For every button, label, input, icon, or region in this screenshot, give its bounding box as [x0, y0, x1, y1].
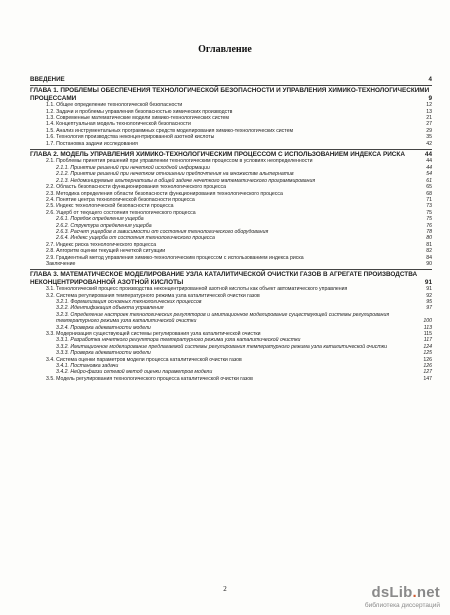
- toc-entry-text: 3.1. Технологический процесс производства неконцентрированной азотной кислоты как объект автоматического управления: [46, 286, 348, 293]
- toc-entry: [30, 312, 432, 325]
- toc-entry-text: 2.6.3. Расчет ущербов в зависимости от состояния технологического оборудования: [56, 228, 269, 235]
- page-number: 2: [223, 585, 227, 593]
- toc-entry-page: 73: [426, 203, 432, 210]
- toc-entry-page: 80: [426, 235, 432, 242]
- toc-entry-page: 84: [426, 254, 432, 261]
- toc-entry-text: 2.1. Проблемы принятия решений при управлении технологическим процессом в условиях неопределенности: [46, 158, 313, 165]
- toc-entry-text: 3.2. Система регулирования температурного режима узла каталитической очистки газов: [46, 292, 260, 299]
- toc-entry-text: 2.9. Градиентный метод управления химико-технологическим процессом с использованием индекса риска: [46, 254, 304, 261]
- toc-entry-text: 3.2.2. Идентификация объекта управления: [56, 305, 164, 312]
- toc-entry-page: 35: [426, 134, 432, 141]
- toc-entry-text: 3.4.2. Нейро-фаззи сетевой метод оценки параметров модели: [56, 369, 213, 376]
- toc-entry-text: 1.4. Концептуальная модель технологической безопасности: [46, 121, 191, 128]
- toc-entry-page: 29: [426, 127, 432, 134]
- toc-entry-page: 90: [426, 260, 432, 267]
- toc-entry-page: 9: [428, 94, 432, 102]
- watermark: [314, 584, 444, 612]
- toc-entry-text: 3.5. Модель регулирования технологического процесса каталитической очистки газов: [46, 375, 253, 382]
- toc-chapter: [30, 85, 432, 102]
- toc-entry-page: 91: [426, 286, 432, 293]
- toc-entry-page: 126: [423, 363, 432, 370]
- watermark-logo-tld: net: [416, 584, 440, 601]
- toc-entry-page: 92: [426, 292, 432, 299]
- toc-entry-text: 2.8. Алгоритм оценки текущей нечеткой ситуации: [46, 248, 166, 255]
- toc-entry-text: 2.1.3. Недоминируемые альтернативы в общей задаче нечеткого математического программирования: [56, 177, 316, 184]
- toc-entry-page: 42: [426, 140, 432, 147]
- toc-entry-text: 2.6. Ущерб от текущего состояния технологического процесса: [46, 209, 196, 216]
- toc-entry-page: 61: [426, 177, 432, 184]
- toc-entry-page: 44: [424, 151, 432, 159]
- toc-entry-text: 3.4.1. Постановка задачи: [56, 363, 119, 370]
- toc-entry-text: 1.2. Задачи и проблемы управления безопасностью химических производств: [46, 108, 233, 115]
- toc-entry-text: 1.7. Постановка задачи исследования: [46, 140, 138, 147]
- toc-entry-page: 65: [426, 184, 432, 191]
- toc-entry-text: 1.5. Анализ инструментальных программных средств моделирования химико-технологических систем: [46, 127, 294, 134]
- toc-entry-page: 95: [426, 299, 432, 305]
- toc-entry-text: 2.6.2. Структура определения ущерба: [56, 222, 152, 229]
- toc-entry-page: 100: [423, 318, 432, 325]
- toc-entry-text: 1.3. Современные математические модели химико-технологических систем: [46, 115, 229, 122]
- toc-entry-page: 113: [423, 324, 432, 331]
- toc-entry-page: 117: [423, 337, 432, 344]
- toc-entry-page: 75: [426, 216, 432, 223]
- table-of-contents: [30, 76, 432, 382]
- toc-entry-text: ГЛАВА 1. ПРОБЛЕМЫ ОБЕСПЕЧЕНИЯ ТЕХНОЛОГИЧЕСКОЙ БЕЗОПАСНОСТИ И УПРАВЛЕНИЯ ХИМИКО-ТЕХНОЛОГИЧЕСКИМИ ПРОЦЕССАМИ: [30, 87, 430, 102]
- toc-entry: [30, 261, 432, 267]
- toc-intro: [30, 76, 432, 83]
- watermark-logo: [372, 584, 440, 601]
- toc-entry-text: 3.3. Модернизация существующей системы регулирования узла каталитической очистки: [46, 331, 261, 338]
- toc-entry-text: ВВЕДЕНИЕ: [30, 76, 65, 83]
- toc-entry-page: 21: [426, 115, 432, 122]
- toc-entry: [30, 141, 432, 147]
- toc-entry-page: 71: [426, 196, 432, 203]
- toc-entry-text: 2.6.4. Индекс ущерба от состояния технологического процесса: [56, 235, 215, 242]
- toc-entry-page: 124: [423, 343, 432, 350]
- toc-chapter: [30, 269, 432, 286]
- toc-entry-page: 91: [424, 278, 432, 286]
- toc-entry-text: 2.5. Индекс технологической безопасности процесса: [46, 203, 174, 210]
- watermark-logo-dot: .: [412, 584, 417, 601]
- toc-entry-page: 81: [426, 241, 432, 248]
- toc-entry-page: 97: [426, 305, 432, 312]
- watermark-subtitle: библиотека диссертаций: [364, 602, 440, 609]
- toc-entry-text: 2.2. Область безопасности функционирования технологического процесса: [46, 184, 226, 191]
- toc-entry-text: 3.3.2. Имитационное моделирование предлагаемой системы регулирования температурного режима узла каталитической очистки: [56, 343, 387, 350]
- toc-entry-page: 147: [423, 375, 432, 382]
- toc-entry-page: 76: [426, 222, 432, 229]
- watermark-logo-main: dsLib: [371, 584, 413, 601]
- toc-entry-text: 3.2.4. Проверка адекватности модели: [56, 324, 151, 331]
- page-title: Оглавление: [198, 44, 252, 55]
- toc-entry-page: 54: [426, 171, 432, 178]
- toc-entry-page: 68: [426, 190, 432, 197]
- toc-entry-text: 2.1.2. Принятие решений при нечетком отношении предпочтения на множестве альтернатив: [56, 171, 294, 178]
- toc-entry-text: 2.3. Методика определения области безопасности функционирования технологического процесса: [46, 190, 283, 197]
- toc-entry-page: 115: [423, 331, 432, 338]
- toc-entry-page: 78: [426, 228, 432, 235]
- toc-entry-page: 75: [426, 209, 432, 216]
- toc-entry-text: Заключение: [46, 260, 76, 267]
- toc-entry-text: 2.1.1. Принятие решений при нечеткой исходной информации: [56, 164, 210, 171]
- toc-entry-text: 3.2.1. Формализация основных технологических процессов: [56, 299, 202, 305]
- toc-entry-text: 3.2.3. Определение настроек технологических регуляторов и имитационное моделирование существующей системы регулирования температурного режима узла каталитической очистки: [56, 311, 390, 325]
- toc-entry-page: 82: [426, 248, 432, 255]
- toc-entry: [30, 376, 432, 382]
- toc-entry-text: 3.3.1. Разработка нечеткого регулятора температурного режима узла каталитической очистки: [56, 337, 301, 344]
- toc-entry-page: 13: [426, 108, 432, 115]
- toc-entry-text: 2.4. Понятие центра технологической безопасности процесса: [46, 196, 195, 203]
- toc-entry-text: ГЛАВА 3. МАТЕМАТИЧЕСКОЕ МОДЕЛИРОВАНИЕ УЗЛА КАТАЛИТИЧЕСКОЙ ОЧИСТКИ ГАЗОВ В АГРЕГАТЕ ПРОИЗВОДСТВА НЕКОНЦЕНТРИРОВАННОЙ АЗОТНОЙ КИСЛОТЫ: [30, 271, 418, 286]
- toc-entry-text: 3.3.3. Проверка адекватности модели: [56, 350, 151, 357]
- toc-entry-page: 126: [423, 356, 432, 363]
- toc-entry-page: 44: [426, 164, 432, 171]
- toc-entry-text: 2.6.1. Порядок определения ущерба: [56, 216, 144, 223]
- toc-entry-text: 2.7. Индекс риска технологического процесса: [46, 241, 157, 248]
- toc-entry-page: 4: [428, 76, 432, 83]
- toc-entry-text: 1.6. Технология производства неконцентрированной азотной кислоты: [46, 134, 215, 141]
- toc-entry-text: ГЛАВА 2. МОДЕЛЬ УПРАВЛЕНИЯ ХИМИКО-ТЕХНОЛОГИЧЕСКИМ ПРОЦЕССОМ С ИСПОЛЬЗОВАНИЕМ ИНДЕКСА РИСКА: [30, 151, 405, 159]
- toc-entry-text: 3.4. Система оценки параметров модели процесса каталитической очистки газов: [46, 356, 242, 363]
- toc-entry-text: 1.1. Общее определение технологической безопасности: [46, 102, 183, 109]
- toc-entry-page: 127: [423, 369, 432, 376]
- toc-entry-page: 125: [423, 350, 432, 357]
- toc-entry-page: 27: [426, 121, 432, 128]
- toc-entry-page: 12: [426, 102, 432, 109]
- toc-entry-page: 44: [426, 158, 432, 165]
